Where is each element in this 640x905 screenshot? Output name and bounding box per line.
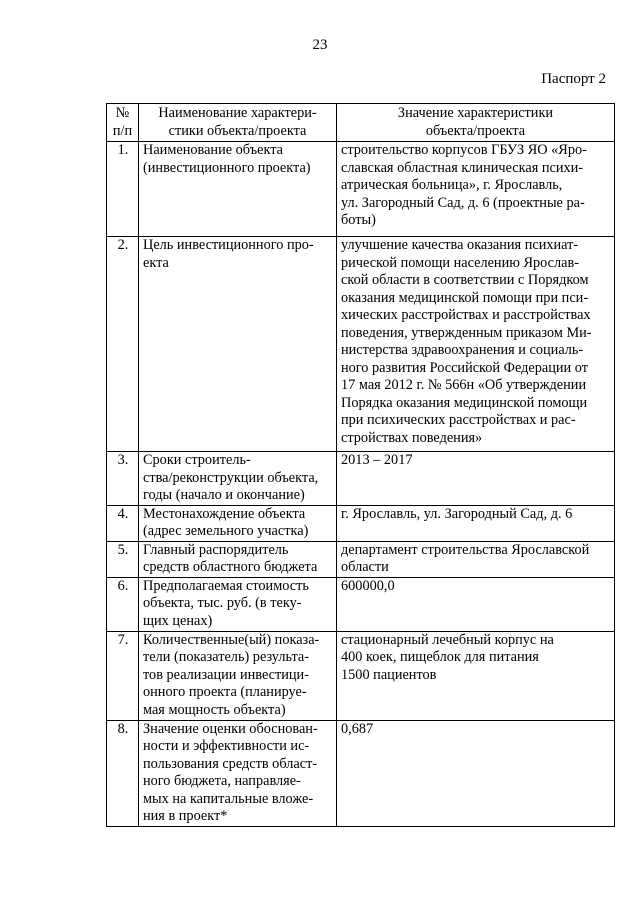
row-number: 1. bbox=[107, 142, 139, 237]
row-number: 3. bbox=[107, 452, 139, 506]
row-name: Цель инвестиционного про- екта bbox=[139, 237, 337, 452]
row-name: Количественные(ый) показа- тели (показатель) результа- тов реализации инвестици- онного проекта (планируе- мая мощность объекта) bbox=[139, 631, 337, 720]
table-row bbox=[107, 452, 615, 506]
row-value: департамент строительства Ярославской области bbox=[337, 541, 615, 577]
passport-table bbox=[106, 103, 615, 827]
table-row bbox=[107, 720, 615, 826]
table-row bbox=[107, 577, 615, 631]
row-value: стационарный лечебный корпус на 400 коек, пищеблок для питания 1500 пациентов bbox=[337, 631, 615, 720]
row-name: Местонахождение объекта (адрес земельного участка) bbox=[139, 505, 337, 541]
row-number: 7. bbox=[107, 631, 139, 720]
row-number: 5. bbox=[107, 541, 139, 577]
row-name: Значение оценки обоснован- ности и эффективности ис- пользования средств област- ного бюджета, направляе- мых на капитальные вложе- ния в проект* bbox=[139, 720, 337, 826]
passport-label: Паспорт 2 bbox=[541, 71, 606, 87]
header-name: Наименование характери- стики объекта/проекта bbox=[139, 104, 337, 142]
table-row bbox=[107, 142, 615, 237]
row-number: 4. bbox=[107, 505, 139, 541]
row-number: 2. bbox=[107, 237, 139, 452]
table-row bbox=[107, 631, 615, 720]
page-number: 23 bbox=[312, 37, 328, 53]
table-row bbox=[107, 505, 615, 541]
row-number: 8. bbox=[107, 720, 139, 826]
row-value: 2013 – 2017 bbox=[337, 452, 615, 506]
row-name: Главный распорядитель средств областного бюджета bbox=[139, 541, 337, 577]
header-value: Значение характеристики объекта/проекта bbox=[337, 104, 615, 142]
table-row bbox=[107, 237, 615, 452]
row-value: 0,687 bbox=[337, 720, 615, 826]
header-num: № п/п bbox=[107, 104, 139, 142]
row-value: 600000,0 bbox=[337, 577, 615, 631]
row-value: г. Ярославль, ул. Загородный Сад, д. 6 bbox=[337, 505, 615, 541]
table-header-row bbox=[107, 104, 615, 142]
row-name: Наименование объекта (инвестиционного проекта) bbox=[139, 142, 337, 237]
row-value: строительство корпусов ГБУЗ ЯО «Яро- славская областная клиническая психи- атрическая больница», г. Ярославль, ул. Загородный Сад, д. 6 (проектные ра- боты) bbox=[337, 142, 615, 237]
row-number: 6. bbox=[107, 577, 139, 631]
table-row bbox=[107, 541, 615, 577]
row-value: улучшение качества оказания психиат- рической помощи населению Ярослав- ской области в соответствии с Порядком оказания медицинской помощи при пси- хических расстройствах и расстройствах поведения, утвержденным приказом Ми- нистерства здравоохранения и социаль- ного развития Российской Федерации от 17 мая 2012 г. № 566н «Об утверждении Порядка оказания медицинской помощи при психических расстройствах и рас- стройствах поведения» bbox=[337, 237, 615, 452]
row-name: Сроки строитель- ства/реконструкции объекта, годы (начало и окончание) bbox=[139, 452, 337, 506]
row-name: Предполагаемая стоимость объекта, тыс. руб. (в теку- щих ценах) bbox=[139, 577, 337, 631]
